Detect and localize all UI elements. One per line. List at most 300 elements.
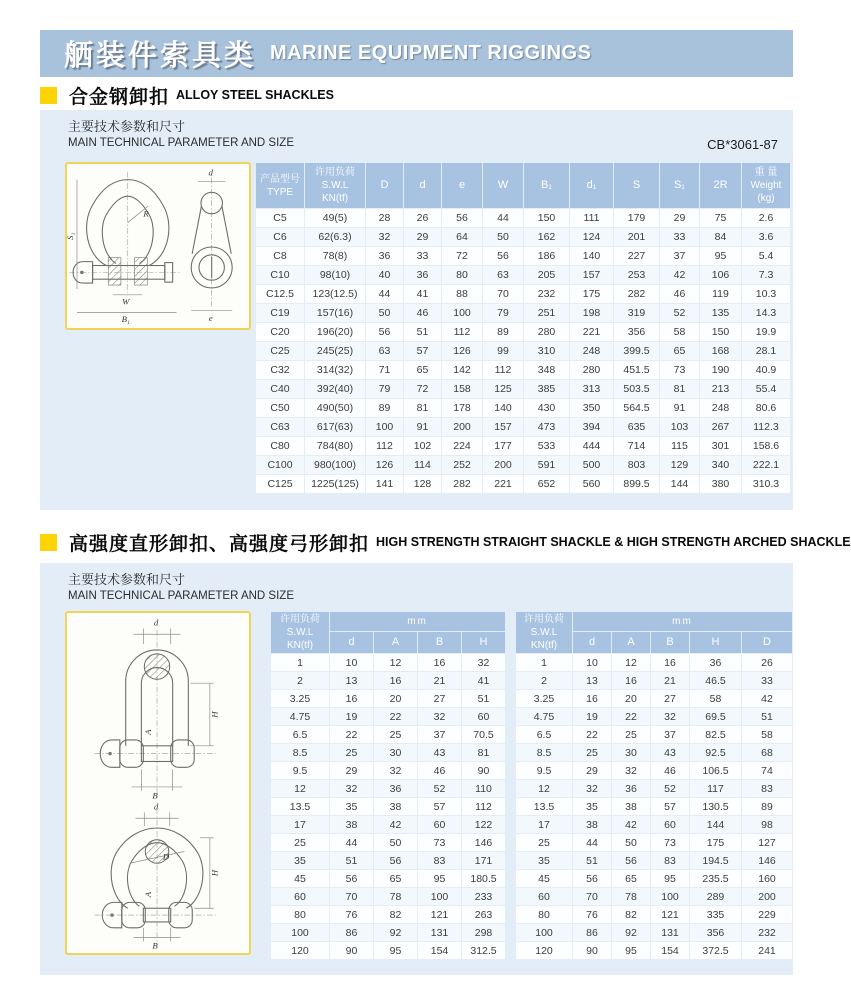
cell: 37 (660, 247, 699, 265)
cell: 56 (330, 870, 373, 887)
cell: 58 (690, 690, 741, 707)
cell: 58 (660, 323, 699, 341)
cell: 60 (271, 888, 329, 905)
cell: 158 (442, 380, 482, 398)
cell: 20 (612, 690, 650, 707)
table-row (271, 744, 505, 761)
cell: 112 (442, 323, 482, 341)
bow-shackle-diagram (65, 162, 251, 330)
table-row (516, 870, 792, 887)
cell: 46 (418, 762, 461, 779)
cell: 301 (700, 437, 741, 455)
cell: 12 (516, 780, 572, 797)
cell: 35 (573, 798, 611, 815)
cell: 500 (570, 456, 613, 474)
table-row (516, 744, 792, 761)
cell: 60 (418, 816, 461, 833)
table-row (271, 798, 505, 815)
table-row (516, 942, 792, 959)
cell: 19.9 (742, 323, 790, 341)
cell: 112 (483, 361, 523, 379)
table-row (256, 342, 790, 360)
header-row (256, 163, 790, 208)
cell: 12 (374, 654, 417, 671)
cell: 119 (700, 285, 741, 303)
column-header: d₁ (570, 163, 613, 208)
cell: 310.3 (742, 475, 790, 493)
cell: 444 (570, 437, 613, 455)
table-row (516, 654, 792, 671)
column-header: S (614, 163, 659, 208)
cell: 50 (483, 228, 523, 246)
cell: 78 (612, 888, 650, 905)
param-label-en: MAIN TECHNICAL PARAMETER AND SIZE (68, 589, 294, 602)
cell: 76 (330, 906, 373, 923)
cell: 180.5 (462, 870, 505, 887)
cell: 106 (700, 266, 741, 284)
cell: 652 (524, 475, 569, 493)
cell: 175 (570, 285, 613, 303)
cell: 43 (651, 744, 689, 761)
cell: 26 (404, 209, 441, 227)
cell: 198 (570, 304, 613, 322)
cell: 115 (660, 437, 699, 455)
cell: 89 (742, 798, 792, 815)
table-row (271, 690, 505, 707)
cell: 45 (516, 870, 572, 887)
cell: 42 (742, 690, 792, 707)
cell: 42 (374, 816, 417, 833)
cell: 200 (442, 418, 482, 436)
cell: 144 (660, 475, 699, 493)
cell: 200 (742, 888, 792, 905)
cell: 229 (742, 906, 792, 923)
cell: 248 (700, 399, 741, 417)
cell: 36 (690, 654, 741, 671)
cell: 6.5 (516, 726, 572, 743)
cell: 162 (524, 228, 569, 246)
cell: 140 (483, 399, 523, 417)
dim-label-w: W (122, 296, 130, 307)
cell: 46.5 (690, 672, 741, 689)
cell: 75 (700, 209, 741, 227)
cell: 51 (573, 852, 611, 869)
cell: 32 (374, 762, 417, 779)
cell: 57 (651, 798, 689, 815)
cell: 16 (651, 654, 689, 671)
section1-title-zh: 合金钢卸扣 (69, 86, 170, 108)
cell: C8 (256, 247, 304, 265)
section1-title-en: ALLOY STEEL SHACKLES (176, 88, 334, 102)
cell: 12 (271, 780, 329, 797)
header-row (516, 612, 792, 631)
cell: 51 (742, 708, 792, 725)
column-header: e (442, 163, 482, 208)
cell: 157 (483, 418, 523, 436)
cell: 190 (700, 361, 741, 379)
cell: 51 (462, 690, 505, 707)
table-row (256, 323, 790, 341)
cell: 385 (524, 380, 569, 398)
cell: 50 (366, 304, 403, 322)
cell: 146 (742, 852, 792, 869)
cell: 399.5 (614, 342, 659, 360)
cell: 20 (374, 690, 417, 707)
cell: 178 (442, 399, 482, 417)
table-row (256, 228, 790, 246)
cell: 95 (700, 247, 741, 265)
table-row (256, 456, 790, 474)
cell: 92.5 (690, 744, 741, 761)
cell: 140 (570, 247, 613, 265)
cell: 56 (442, 209, 482, 227)
cell: 144 (690, 816, 741, 833)
cell: C5 (256, 209, 304, 227)
cell: 635 (614, 418, 659, 436)
section-bullet-icon (40, 87, 57, 104)
cell: 451.5 (614, 361, 659, 379)
cell: 100 (418, 888, 461, 905)
section1-panel (40, 110, 793, 510)
cell: 72 (442, 247, 482, 265)
section1-param-label (68, 118, 294, 151)
cell: 111 (570, 209, 613, 227)
cell: 314(32) (305, 361, 365, 379)
cell: 36 (366, 247, 403, 265)
cell: 38 (374, 798, 417, 815)
cell: 65 (660, 342, 699, 360)
cell: 46 (404, 304, 441, 322)
cell: 124 (570, 228, 613, 246)
cell: 1225(125) (305, 475, 365, 493)
table-row (516, 816, 792, 833)
cell: 490(50) (305, 399, 365, 417)
cell: 13.5 (271, 798, 329, 815)
dim-label-b: B (152, 940, 158, 951)
column-header: B (418, 632, 461, 653)
cell: 142 (442, 361, 482, 379)
cell: 803 (614, 456, 659, 474)
cell: 289 (690, 888, 741, 905)
table-row (271, 780, 505, 797)
shackle-drawings (67, 613, 249, 953)
cell: 37 (651, 726, 689, 743)
cell: 784(80) (305, 437, 365, 455)
cell: 4.75 (516, 708, 572, 725)
cell: 86 (573, 924, 611, 941)
cell: 356 (690, 924, 741, 941)
dim-label-b1: B₁ (121, 314, 130, 325)
cell: 121 (651, 906, 689, 923)
cell: 106.5 (690, 762, 741, 779)
cell: 2.6 (742, 209, 790, 227)
cell: 227 (614, 247, 659, 265)
cell: 248 (570, 342, 613, 360)
cell: 22 (612, 708, 650, 725)
cell: 263 (462, 906, 505, 923)
cell: C100 (256, 456, 304, 474)
cell: 131 (418, 924, 461, 941)
cell: 44 (573, 834, 611, 851)
cell: 16 (330, 690, 373, 707)
cell: 41 (404, 285, 441, 303)
column-header: D (366, 163, 403, 208)
cell: 564.5 (614, 399, 659, 417)
cell: 2 (271, 672, 329, 689)
cell: 32 (573, 780, 611, 797)
cell: C32 (256, 361, 304, 379)
cell: 171 (462, 852, 505, 869)
cell: 313 (570, 380, 613, 398)
table-row (516, 852, 792, 869)
dim-label-d: d (208, 167, 213, 178)
cell: 13 (330, 672, 373, 689)
alloy-shackle-table (255, 162, 791, 494)
cell: 14.3 (742, 304, 790, 322)
cell: 46 (651, 762, 689, 779)
cell: 74 (742, 762, 792, 779)
table-row (516, 708, 792, 725)
cell: 120 (271, 942, 329, 959)
table-row (516, 798, 792, 815)
table-row (256, 285, 790, 303)
cell: 65 (404, 361, 441, 379)
page-banner (40, 30, 793, 77)
cell: 282 (614, 285, 659, 303)
cell: 73 (651, 834, 689, 851)
cell: 80.6 (742, 399, 790, 417)
cell: 95 (418, 870, 461, 887)
cell: 63 (366, 342, 403, 360)
section2-param-label (68, 571, 294, 604)
cell: 90 (573, 942, 611, 959)
cell: 51 (404, 323, 441, 341)
cell: 42 (612, 816, 650, 833)
cell: 232 (524, 285, 569, 303)
cell: 80 (442, 266, 482, 284)
cell: 102 (404, 437, 441, 455)
cell: 150 (700, 323, 741, 341)
cell: 380 (700, 475, 741, 493)
cell: 10.3 (742, 285, 790, 303)
cell: 114 (404, 456, 441, 474)
cell: 22 (330, 726, 373, 743)
dim-label-h: H (209, 869, 220, 877)
straight-and-arched-shackle-diagram (65, 611, 251, 955)
cell: 319 (614, 304, 659, 322)
dim-label-dd: D (162, 851, 170, 862)
cell: 312.5 (462, 942, 505, 959)
cell: 26 (742, 654, 792, 671)
cell: 56 (573, 870, 611, 887)
table-row (271, 816, 505, 833)
cell: 16 (573, 690, 611, 707)
column-header: B₁ (524, 163, 569, 208)
cell: 38 (330, 816, 373, 833)
cell: 25 (612, 726, 650, 743)
cell: 73 (418, 834, 461, 851)
cell: 95 (374, 942, 417, 959)
cell: 100 (442, 304, 482, 322)
cell: 57 (418, 798, 461, 815)
param-label-zh: 主要技术参数和尺寸 (68, 572, 186, 587)
table-row (256, 380, 790, 398)
cell: 65 (374, 870, 417, 887)
arched-shackle-table (515, 611, 793, 960)
cell: 3.25 (271, 690, 329, 707)
cell: 52 (651, 780, 689, 797)
cell: 81 (462, 744, 505, 761)
cell: 10 (573, 654, 611, 671)
cell: 83 (651, 852, 689, 869)
cell: 60 (516, 888, 572, 905)
cell: 13 (573, 672, 611, 689)
cell: 9.5 (516, 762, 572, 779)
table-row (256, 266, 790, 284)
cell: 154 (651, 942, 689, 959)
cell: 27 (651, 690, 689, 707)
table-row (271, 888, 505, 905)
cell: 110 (462, 780, 505, 797)
cell: 232 (742, 924, 792, 941)
cell: 473 (524, 418, 569, 436)
cell: 70 (483, 285, 523, 303)
cell: 82 (612, 906, 650, 923)
cell: C12.5 (256, 285, 304, 303)
cell: 100 (651, 888, 689, 905)
cell: 82.5 (690, 726, 741, 743)
swl-header: 许用负荷 S.W.L KN(tf) (516, 612, 572, 653)
cell: 4.75 (271, 708, 329, 725)
cell: 8.5 (271, 744, 329, 761)
cell: 200 (483, 456, 523, 474)
cell: 90 (462, 762, 505, 779)
param-label-en: MAIN TECHNICAL PARAMETER AND SIZE (68, 136, 294, 149)
cell: 394 (570, 418, 613, 436)
cell: 32 (651, 708, 689, 725)
cell: 33 (742, 672, 792, 689)
cell: 52 (660, 304, 699, 322)
cell: 37 (418, 726, 461, 743)
cell: 117 (690, 780, 741, 797)
cell: 201 (614, 228, 659, 246)
cell: 980(100) (305, 456, 365, 474)
cell: 17 (516, 816, 572, 833)
cell: C25 (256, 342, 304, 360)
table-row (516, 888, 792, 905)
cell: 91 (404, 418, 441, 436)
cell: 63 (483, 266, 523, 284)
cell: 89 (366, 399, 403, 417)
cell: 78 (374, 888, 417, 905)
cell: 92 (374, 924, 417, 941)
cell: 32 (418, 708, 461, 725)
cell: 372.5 (690, 942, 741, 959)
cell: 340 (700, 456, 741, 474)
cell: 84 (700, 228, 741, 246)
table-row (271, 852, 505, 869)
cell: 158.6 (742, 437, 790, 455)
cell: 35 (516, 852, 572, 869)
cell: 91 (660, 399, 699, 417)
cell: C19 (256, 304, 304, 322)
cell: 80 (271, 906, 329, 923)
table-row (516, 726, 792, 743)
cell: 7.3 (742, 266, 790, 284)
cell: 46 (660, 285, 699, 303)
cell: 356 (614, 323, 659, 341)
cell: 99 (483, 342, 523, 360)
cell: 121 (418, 906, 461, 923)
dim-label-h: H (209, 711, 220, 718)
cell: 58 (742, 726, 792, 743)
cell: 62(6.3) (305, 228, 365, 246)
table-row (271, 942, 505, 959)
cell: 64 (442, 228, 482, 246)
cell: 100 (366, 418, 403, 436)
cell: 194.5 (690, 852, 741, 869)
cell: 224 (442, 437, 482, 455)
param-label-zh: 主要技术参数和尺寸 (68, 119, 186, 134)
cell: 252 (442, 456, 482, 474)
unit-header: mm (330, 612, 505, 631)
cell: 157(16) (305, 304, 365, 322)
cell: 25 (374, 726, 417, 743)
cell: 100 (271, 924, 329, 941)
cell: 29 (660, 209, 699, 227)
section2-panel (40, 563, 793, 975)
section-bullet-icon (40, 534, 57, 551)
cell: 79 (366, 380, 403, 398)
cell: 38 (612, 798, 650, 815)
cell: 40 (366, 266, 403, 284)
cell: 350 (570, 399, 613, 417)
cell: 8.5 (516, 744, 572, 761)
standard-code: CB*3061-87 (707, 137, 778, 152)
cell: 2 (516, 672, 572, 689)
cell: 25 (516, 834, 572, 851)
cell: 38 (573, 816, 611, 833)
cell: 76 (573, 906, 611, 923)
cell: 21 (418, 672, 461, 689)
table-row (271, 870, 505, 887)
table-row (256, 475, 790, 493)
cell: 95 (651, 870, 689, 887)
cell: 16 (612, 672, 650, 689)
cell: 22 (573, 726, 611, 743)
cell: C125 (256, 475, 304, 493)
cell: 80 (516, 906, 572, 923)
cell: 32 (612, 762, 650, 779)
cell: 123(12.5) (305, 285, 365, 303)
cell: 41 (462, 672, 505, 689)
cell: 179 (614, 209, 659, 227)
cell: 29 (573, 762, 611, 779)
cell: 35 (271, 852, 329, 869)
column-header: A (374, 632, 417, 653)
column-header: 2R (700, 163, 741, 208)
cell: 112 (366, 437, 403, 455)
table-row (516, 834, 792, 851)
cell: 56 (374, 852, 417, 869)
banner-title-en: MARINE EQUIPMENT RIGGINGS (270, 42, 592, 64)
cell: 1 (516, 654, 572, 671)
cell: 44 (483, 209, 523, 227)
cell: 36 (612, 780, 650, 797)
cell: 25 (573, 744, 611, 761)
column-header: A (612, 632, 650, 653)
cell: 33 (404, 247, 441, 265)
